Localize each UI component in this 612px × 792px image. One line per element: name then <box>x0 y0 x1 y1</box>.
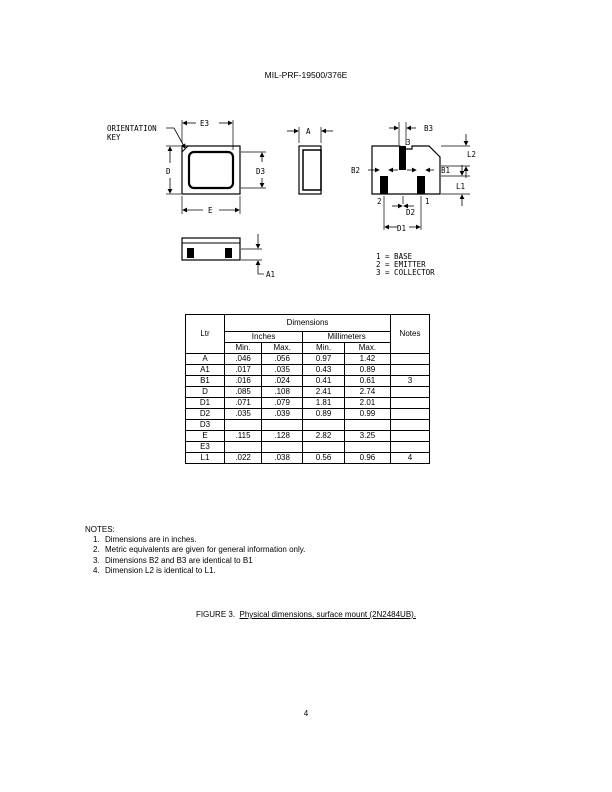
table-cell-in-max: .024 <box>262 376 303 387</box>
table-cell-note <box>391 398 430 409</box>
pad-1 <box>417 176 425 194</box>
table-row <box>186 376 430 387</box>
table-cell-in-min: .022 <box>225 453 262 464</box>
page-number: 4 <box>303 709 309 718</box>
table-cell-ltr: D3 <box>186 420 225 431</box>
note-item: 3. Dimensions B2 and B3 are identical to B1 <box>93 555 253 565</box>
pin-legend-emitter: 2 = EMITTER <box>376 260 426 269</box>
notes-title: NOTES: <box>85 525 115 534</box>
table-cell-mm-max: 3.25 <box>344 431 390 442</box>
table-cell-ltr: B1 <box>186 376 225 387</box>
table-cell-note <box>391 431 430 442</box>
table-cell-note <box>391 387 430 398</box>
table-cell-in-max <box>262 420 303 431</box>
col-header-notes: Notes <box>391 315 430 354</box>
note-item: 1. Dimensions are in inches. <box>93 535 197 545</box>
table-cell-in-max: .108 <box>262 387 303 398</box>
table-row <box>186 431 430 442</box>
dim-label-b1: B1 <box>441 166 451 175</box>
figure-caption-prefix: FIGURE 3. <box>195 610 236 619</box>
table-row <box>186 387 430 398</box>
note-item: 2. Metric equivalents are given for general information only. <box>93 545 306 555</box>
table-row <box>186 409 430 420</box>
dim-label-d2: D2 <box>406 208 416 217</box>
table-cell-note <box>391 409 430 420</box>
table-cell-mm-min: 0.56 <box>303 453 345 464</box>
dim-label-b2: B2 <box>351 166 361 175</box>
orientation-key-label-2: KEY <box>107 133 121 142</box>
table-cell-in-max: .038 <box>262 453 303 464</box>
table-cell-mm-max: 0.96 <box>344 453 390 464</box>
pad-3 <box>399 146 406 170</box>
table-cell-mm-max: 0.99 <box>344 409 390 420</box>
table-cell-ltr: D <box>186 387 225 398</box>
col-header-mm-max: Max. <box>344 343 390 354</box>
col-header-dimensions: Dimensions <box>225 315 391 332</box>
table-cell-in-min: .115 <box>225 431 262 442</box>
table-cell-mm-min: 0.41 <box>303 376 345 387</box>
table-row <box>186 354 430 365</box>
col-header-in-min: Min. <box>225 343 262 354</box>
side-view <box>287 127 333 194</box>
pin-label-3: 3 <box>406 138 411 147</box>
table-cell-mm-min: 2.41 <box>303 387 345 398</box>
table-cell-ltr: A1 <box>186 365 225 376</box>
table-cell-mm-min <box>303 420 345 431</box>
table-cell-ltr: E3 <box>186 442 225 453</box>
orientation-key-chamfer <box>182 146 188 152</box>
table-cell-ltr: D1 <box>186 398 225 409</box>
dim-label-a: A <box>306 127 311 136</box>
table-cell-mm-max: 0.61 <box>344 376 390 387</box>
dim-label-b3: B3 <box>424 124 434 133</box>
table-cell-ltr: L1 <box>186 453 225 464</box>
pin-legend-base: 1 = BASE <box>376 252 413 261</box>
col-header-mm-min: Min. <box>303 343 345 354</box>
pin-legend-collector: 3 = COLLECTOR <box>376 268 435 277</box>
table-row <box>186 453 430 464</box>
pad-2 <box>380 176 388 194</box>
dimensions-table <box>185 314 430 464</box>
dim-label-d3: D3 <box>256 167 266 176</box>
col-header-ltr: Ltr <box>186 315 225 354</box>
table-cell-in-min: .085 <box>225 387 262 398</box>
table-cell-ltr: E <box>186 431 225 442</box>
table-cell-ltr: D2 <box>186 409 225 420</box>
dim-label-l1: L1 <box>456 182 466 191</box>
figure-caption-title: Physical dimensions, surface mount (2N2484UB). <box>239 610 417 619</box>
table-cell-in-max: .128 <box>262 431 303 442</box>
table-cell-mm-min: 0.97 <box>303 354 345 365</box>
bottom-view <box>351 122 476 277</box>
table-cell-mm-max <box>344 442 390 453</box>
dim-label-a1: A1 <box>266 270 276 279</box>
table-cell-in-min: .046 <box>225 354 262 365</box>
front-view <box>182 234 275 279</box>
top-view <box>107 119 266 215</box>
dim-label-d1: D1 <box>397 224 407 233</box>
table-row <box>186 442 430 453</box>
table-cell-in-max <box>262 442 303 453</box>
table-cell-in-max: .079 <box>262 398 303 409</box>
note-item: 4. Dimension L2 is identical to L1. <box>93 565 216 575</box>
table-cell-mm-min: 0.43 <box>303 365 345 376</box>
table-cell-in-max: .039 <box>262 409 303 420</box>
dim-label-e3: E3 <box>200 119 210 128</box>
table-cell-in-min: .016 <box>225 376 262 387</box>
front-pad-left <box>187 248 194 258</box>
table-cell-note: 3 <box>391 376 430 387</box>
orientation-key-label-1: ORIENTATION <box>107 124 157 133</box>
pin-label-1: 1 <box>425 197 430 206</box>
col-header-inches: Inches <box>225 332 303 343</box>
figure-caption <box>0 610 612 619</box>
dim-label-d: D <box>166 167 171 176</box>
table-cell-in-min <box>225 420 262 431</box>
table-cell-in-max: .035 <box>262 365 303 376</box>
table-cell-in-min <box>225 442 262 453</box>
col-header-in-max: Max. <box>262 343 303 354</box>
table-cell-note: 4 <box>391 453 430 464</box>
table-cell-note <box>391 354 430 365</box>
pin-label-2: 2 <box>377 197 382 206</box>
dim-label-e: E <box>208 206 213 215</box>
table-cell-in-min: .071 <box>225 398 262 409</box>
table-cell-mm-max: 2.74 <box>344 387 390 398</box>
dim-label-l2: L2 <box>467 150 477 159</box>
document-id-header: MIL-PRF-19500/376E <box>264 70 348 80</box>
table-row <box>186 420 430 431</box>
table-cell-ltr: A <box>186 354 225 365</box>
col-header-millimeters: Millimeters <box>303 332 391 343</box>
table-cell-mm-min: 2.82 <box>303 431 345 442</box>
table-cell-mm-min: 0.89 <box>303 409 345 420</box>
front-pad-right <box>225 248 232 258</box>
top-view-lid <box>189 152 233 188</box>
table-cell-mm-max: 2.01 <box>344 398 390 409</box>
table-cell-in-max: .056 <box>262 354 303 365</box>
table-row <box>186 398 430 409</box>
table-cell-note <box>391 365 430 376</box>
table-cell-in-min: .035 <box>225 409 262 420</box>
table-cell-mm-min: 1.81 <box>303 398 345 409</box>
table-cell-mm-max: 1.42 <box>344 354 390 365</box>
table-cell-mm-max <box>344 420 390 431</box>
table-cell-note <box>391 420 430 431</box>
notes-section <box>85 525 305 576</box>
package-outline-drawing <box>0 0 612 300</box>
table-cell-note <box>391 442 430 453</box>
table-cell-mm-min <box>303 442 345 453</box>
table-cell-in-min: .017 <box>225 365 262 376</box>
table-cell-mm-max: 0.89 <box>344 365 390 376</box>
table-row <box>186 365 430 376</box>
